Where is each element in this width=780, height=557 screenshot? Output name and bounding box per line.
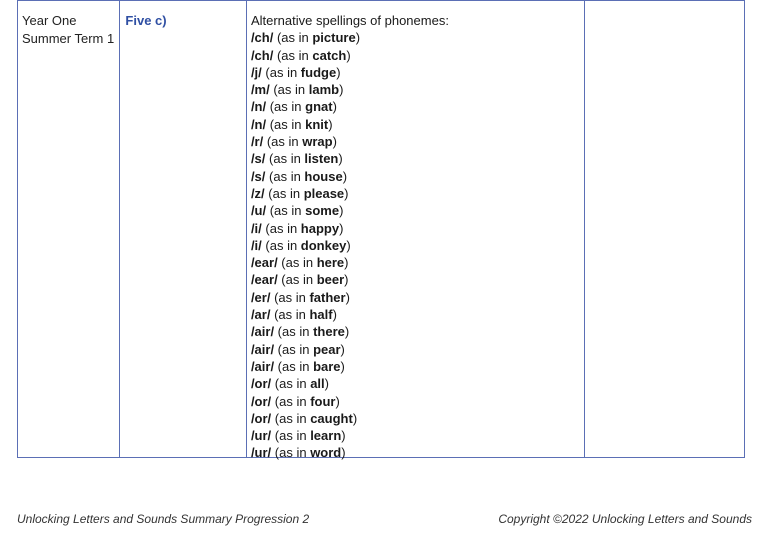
phoneme: /j/	[250, 64, 262, 80]
connector-close: )	[332, 307, 337, 323]
connector-close: )	[355, 30, 361, 46]
connector-close: )	[339, 220, 344, 236]
phoneme-row	[251, 116, 584, 133]
example-word: there	[313, 324, 345, 340]
phoneme: /s/	[250, 151, 266, 167]
connector-close: )	[344, 255, 349, 271]
phoneme-row	[251, 254, 584, 271]
example-word: gnat	[305, 99, 333, 115]
phoneme: /er/	[250, 289, 271, 305]
phoneme: /n/	[250, 99, 267, 115]
connector-close: )	[336, 64, 341, 80]
connector-open: (as in	[261, 220, 301, 236]
example-word: lamb	[308, 82, 340, 98]
connector-close: )	[346, 237, 351, 253]
example-word: here	[316, 255, 345, 271]
example-word: picture	[312, 30, 356, 46]
connector-open: (as in	[271, 410, 311, 426]
term-name: Summer Term 1	[22, 31, 115, 46]
connector-open: (as in	[261, 64, 301, 80]
phoneme-row	[251, 375, 584, 392]
phoneme-row	[251, 410, 584, 427]
footer-title: Unlocking Letters and Sounds Summary Progression 2	[17, 512, 310, 526]
connector-close: )	[344, 324, 350, 340]
phoneme: /air/	[250, 358, 275, 374]
example-word: pear	[313, 341, 341, 357]
phoneme-row	[251, 393, 584, 410]
phoneme-row	[251, 64, 584, 81]
phoneme-row	[251, 185, 584, 202]
table-row	[18, 1, 745, 458]
connector-close: )	[324, 376, 329, 392]
connector-open: (as in	[265, 168, 305, 184]
phoneme-row	[251, 427, 584, 444]
example-word: all	[310, 376, 325, 392]
example-word: catch	[312, 47, 347, 63]
phoneme-row	[251, 98, 584, 115]
example-word: four	[310, 393, 336, 409]
phoneme: /z/	[250, 185, 265, 201]
connector-open: (as in	[273, 30, 313, 46]
connector-open: (as in	[274, 358, 314, 374]
example-word: listen	[304, 151, 339, 167]
connector-close: )	[342, 168, 348, 184]
phoneme-row	[251, 220, 584, 237]
example-word: half	[309, 307, 333, 323]
phoneme: /u/	[250, 203, 267, 219]
example-word: knit	[305, 116, 329, 132]
phoneme-row	[251, 306, 584, 323]
phoneme-row	[251, 29, 584, 46]
example-word: wrap	[302, 134, 333, 150]
connector-open: (as in	[274, 324, 314, 340]
footer-copyright: Copyright ©2022 Unlocking Letters and Sounds	[498, 512, 752, 526]
week-label: Five c)	[125, 13, 167, 28]
connector-open: (as in	[273, 47, 313, 63]
phoneme: /air/	[250, 324, 275, 340]
connector-open: (as in	[277, 272, 317, 288]
connector-close: )	[339, 82, 344, 98]
phoneme: /or/	[250, 410, 272, 426]
phoneme: /s/	[250, 168, 266, 184]
content-heading: Alternative spellings of phonemes:	[250, 13, 449, 28]
phoneme-row	[251, 358, 584, 375]
progression-table-wrapper	[17, 0, 745, 461]
phoneme-row	[251, 289, 584, 306]
connector-close: )	[340, 341, 345, 357]
connector-open: (as in	[274, 341, 314, 357]
phoneme-row	[251, 323, 584, 340]
phoneme: /ar/	[250, 307, 271, 323]
phoneme-row	[251, 237, 584, 254]
connector-open: (as in	[270, 307, 310, 323]
phoneme: /ur/	[250, 445, 272, 461]
example-word: house	[304, 168, 343, 184]
phoneme-row	[251, 150, 584, 167]
connector-close: )	[344, 185, 349, 201]
phoneme-row	[251, 271, 584, 288]
phoneme: /n/	[250, 116, 267, 132]
example-word: bare	[313, 358, 341, 374]
phoneme: /m/	[250, 82, 270, 98]
connector-open: (as in	[264, 185, 304, 201]
phoneme: /ear/	[250, 272, 278, 288]
example-word: please	[303, 185, 345, 201]
connector-close: )	[338, 151, 343, 167]
phoneme: /ur/	[250, 428, 272, 444]
connector-close: )	[335, 393, 340, 409]
phoneme: /ear/	[250, 255, 278, 271]
phoneme: /ch/	[250, 30, 274, 46]
phoneme: /air/	[250, 341, 275, 357]
connector-open: (as in	[261, 237, 301, 253]
phoneme-list	[251, 29, 584, 461]
connector-close: )	[341, 445, 346, 461]
progression-table	[17, 0, 745, 461]
phoneme: /i/	[250, 237, 262, 253]
connector-open: (as in	[263, 134, 303, 150]
connector-close: )	[340, 358, 345, 374]
connector-open: (as in	[277, 255, 317, 271]
example-word: fudge	[300, 64, 337, 80]
connector-open: (as in	[266, 116, 306, 132]
phoneme: /or/	[250, 376, 272, 392]
example-word: learn	[310, 428, 342, 444]
phoneme-row	[251, 168, 584, 185]
connector-close: )	[352, 410, 358, 426]
example-word: beer	[316, 272, 345, 288]
connector-close: )	[341, 428, 346, 444]
notes-cell	[585, 1, 745, 458]
example-word: word	[310, 445, 342, 461]
phoneme-row	[251, 444, 584, 461]
phoneme-row	[251, 133, 584, 150]
phoneme: /i/	[250, 220, 262, 236]
notes-content	[585, 1, 744, 457]
connector-open: (as in	[265, 151, 305, 167]
example-word: donkey	[300, 237, 347, 253]
connector-close: )	[339, 203, 344, 219]
connector-close: )	[344, 272, 349, 288]
phoneme-row	[251, 81, 584, 98]
phoneme: /ch/	[250, 47, 274, 63]
example-word: happy	[300, 220, 340, 236]
connector-open: (as in	[271, 393, 311, 409]
term-year: Year One	[22, 13, 77, 28]
phoneme-row	[251, 47, 584, 64]
connector-close: )	[345, 289, 350, 305]
phoneme: /or/	[250, 393, 272, 409]
phoneme-row	[251, 341, 584, 358]
connector-open: (as in	[266, 203, 306, 219]
week-cell	[120, 1, 247, 458]
phoneme: /r/	[250, 134, 264, 150]
connector-close: )	[328, 116, 333, 132]
connector-open: (as in	[266, 99, 306, 115]
connector-open: (as in	[271, 376, 311, 392]
example-word: some	[305, 203, 340, 219]
connector-close: )	[332, 134, 337, 150]
example-word: father	[309, 289, 346, 305]
connector-open: (as in	[271, 445, 311, 461]
term-cell	[18, 1, 120, 458]
example-word: caught	[310, 410, 353, 426]
phoneme-row	[251, 202, 584, 219]
connector-close: )	[346, 47, 351, 63]
connector-open: (as in	[270, 289, 310, 305]
connector-open: (as in	[269, 82, 309, 98]
connector-open: (as in	[271, 428, 311, 444]
content-cell	[246, 1, 584, 461]
connector-close: )	[332, 99, 337, 115]
